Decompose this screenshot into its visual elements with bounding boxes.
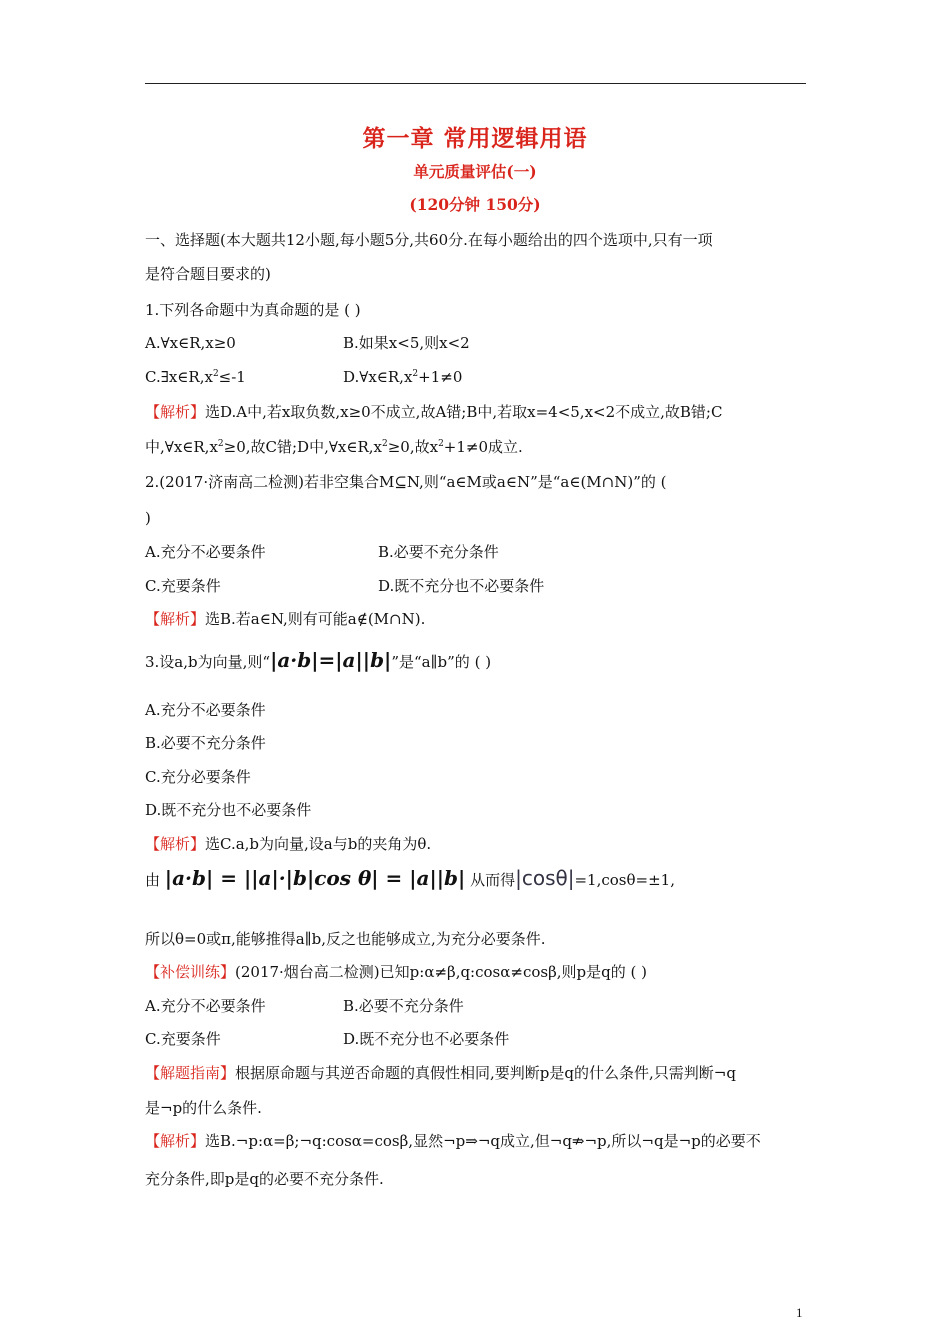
- q2-analysis: 【解析】选B.若a∈N,则有可能a∉(M∩N).: [145, 610, 426, 628]
- q1-analysis-line1: 【解析】选D.A中,若x取负数,x≥0不成立,故A错;B中,若取x=4<5,x<2不成立,故B错;C: [145, 403, 723, 421]
- q1-option-c: $C.\exists x\in R,x^2\le-1$: [145, 368, 246, 386]
- q1-option-d: $D.\forall x\in R,x^2+1\ne 0$: [343, 368, 463, 386]
- q3-option-c: C.充分必要条件: [145, 768, 251, 786]
- q3-stem-formula: |a·b|=|a||b|: [270, 648, 392, 672]
- analysis-tag: 【解析】: [145, 835, 206, 853]
- q3-stem: 3.设a,b为向量,则“|a·b|=|a||b|”是“a∥b”的 ( ): [145, 648, 492, 672]
- extra-stem: 【补偿训练】(2017·烟台高二检测)已知p:α≠β,q:cosα≠cosβ,则p是q的 ( ): [145, 963, 647, 981]
- guide-tag: 【解题指南】: [145, 1064, 236, 1082]
- q3-analysis-line2: 由 |a·b| = ||a|·|b|cos θ| = |a||b| 从而得|cosθ|=1,cosθ=±1,: [145, 866, 675, 890]
- q2-option-d: D.既不充分也不必要条件: [378, 577, 545, 595]
- extra-tag: 【补偿训练】: [145, 963, 236, 981]
- q2-option-b: B.必要不充分条件: [378, 543, 499, 561]
- q3-analysis-line3: 所以θ=0或π,能够推得a∥b,反之也能够成立,为充分必要条件.: [145, 930, 546, 948]
- q2-stem-end: ): [145, 509, 151, 527]
- q3-option-d: D.既不充分也不必要条件: [145, 801, 312, 819]
- extra-analysis-line2: 充分条件,即p是q的必要不充分条件.: [145, 1170, 384, 1188]
- q3-option-b: B.必要不充分条件: [145, 734, 266, 752]
- abs-cos-theta: |cosθ|: [515, 866, 575, 890]
- section-instruction-line2: 是符合题目要求的): [145, 265, 271, 283]
- page-number: 1: [796, 1305, 803, 1320]
- q1-analysis-line2: 中$,\forall x\in R,x^2\ge 0$,故C错;D中$,\forall x\in R,x^2\ge 0$,故$x^2+1\ne 0$成立.: [145, 438, 523, 456]
- q1-option-a: A.∀x∈R,x≥0: [145, 334, 236, 352]
- unit-title: 单元质量评估(一): [413, 162, 537, 181]
- q3-analysis-line1: 【解析】选C.a,b为向量,设a与b的夹角为θ.: [145, 835, 432, 853]
- analysis-tag: 【解析】: [145, 1132, 206, 1150]
- section-instruction-line1: 一、选择题(本大题共12小题,每小题5分,共60分.在每小题给出的四个选项中,只有一项: [145, 231, 713, 249]
- extra-option-b: B.必要不充分条件: [343, 997, 464, 1015]
- q3-analysis-formula: |a·b| = ||a|·|b|cos θ| = |a||b|: [164, 866, 466, 890]
- analysis-tag: 【解析】: [145, 610, 206, 628]
- q2-option-c: C.充要条件: [145, 577, 221, 595]
- extra-option-d: D.既不充分也不必要条件: [343, 1030, 510, 1048]
- q1-option-b: B.如果x<5,则x<2: [343, 334, 470, 352]
- extra-guide-line2: 是¬p的什么条件.: [145, 1099, 262, 1117]
- q1-stem: 1.下列各命题中为真命题的是 ( ): [145, 301, 361, 319]
- chapter-title: 第一章 常用逻辑用语: [362, 125, 588, 152]
- q3-option-a: A.充分不必要条件: [145, 701, 266, 719]
- q2-option-a: A.充分不必要条件: [145, 543, 266, 561]
- time-score: (120分钟 150分): [409, 195, 541, 214]
- analysis-tag: 【解析】: [145, 403, 206, 421]
- extra-guide-line1: 【解题指南】根据原命题与其逆否命题的真假性相同,要判断p是q的什么条件,只需判断¬q: [145, 1064, 736, 1082]
- extra-option-a: A.充分不必要条件: [145, 997, 266, 1015]
- extra-option-c: C.充要条件: [145, 1030, 221, 1048]
- q2-stem: 2.(2017·济南高二检测)若非空集合M⊆N,则“a∈M或a∈N”是“a∈(M∩N)”的 (: [145, 473, 667, 491]
- header-rule: [145, 83, 806, 84]
- extra-analysis-line1: 【解析】选B.¬p:α=β;¬q:cosα=cosβ,显然¬p⇒¬q成立,但¬q⇏¬p,所以¬q是¬p的必要不: [145, 1132, 761, 1150]
